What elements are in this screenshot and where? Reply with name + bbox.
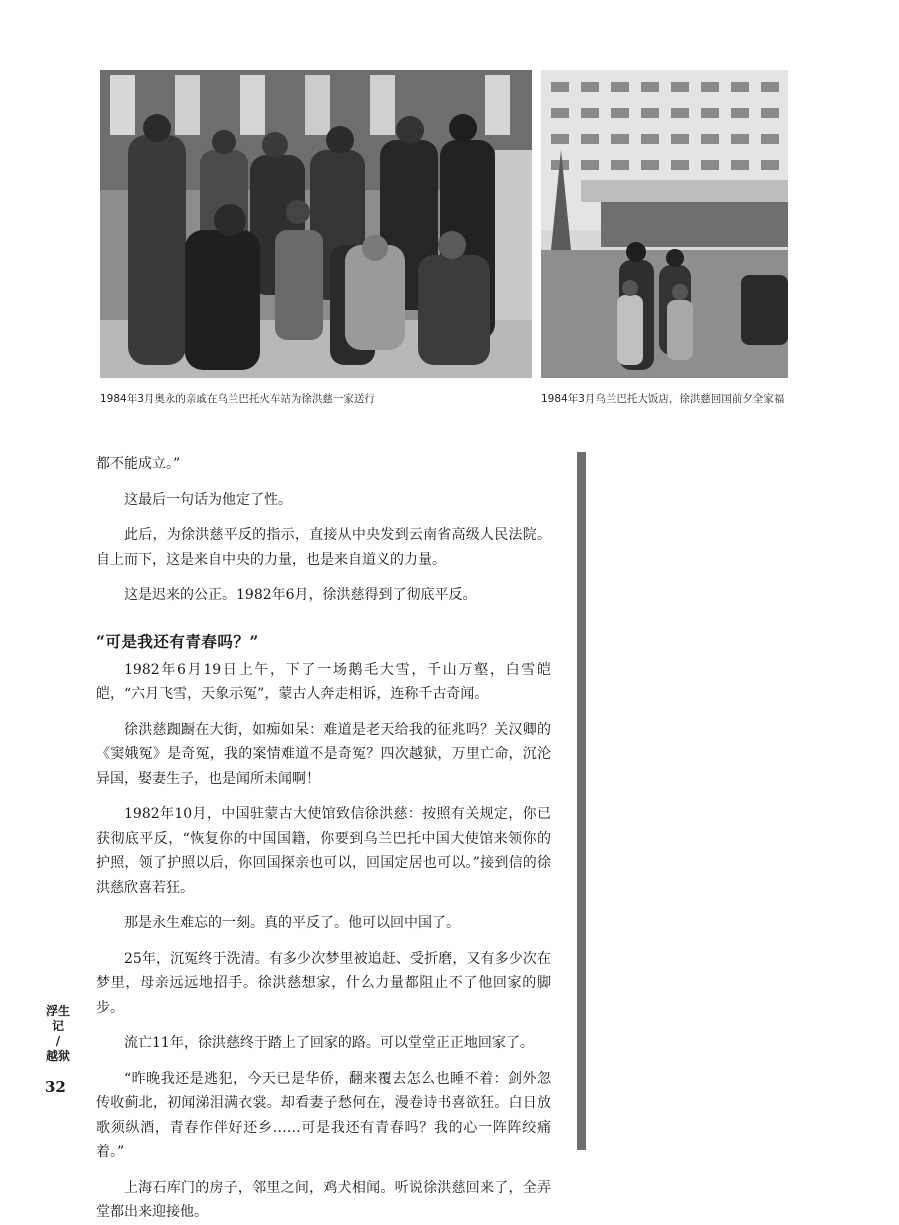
photo-caption-left: 1984年3月奥永的亲戚在乌兰巴托火车站为徐洪慈一家送行	[100, 393, 375, 405]
photo-hotel-image	[541, 70, 788, 378]
paragraph: 上海石库门的房子，邻里之间，鸡犬相闻。听说徐洪慈回来了，全弄堂都出来迎接他。	[96, 1179, 551, 1220]
paragraph: 1982年6月19日上午，下了一场鹅毛大雪，千山万壑，白雪皑皑，“六月飞雪，天象示冤”，蒙古人奔走相诉，连称千古奇闻。	[96, 661, 551, 702]
photo-railway-station-farewell	[100, 70, 532, 378]
paragraph: 这最后一句话为他定了性。	[124, 491, 292, 508]
photo-caption-right: 1984年3月乌兰巴托大饭店，徐洪慈回国前夕全家福	[541, 393, 785, 405]
sidebar-divider-bar	[577, 452, 586, 1150]
paragraph: 那是永生难忘的一刻。真的平反了。他可以回中国了。	[124, 915, 460, 931]
column-title-separator: /	[55, 1034, 61, 1048]
paragraph: 25年，沉冤终于洗清。有多少次梦里被追赶、受折磨，又有多少次在梦里，母亲远远地招手。徐洪慈想家，什么力量都阻止不了他回家的脚步。	[96, 950, 551, 1016]
section-heading: “可是我还有青春吗？”	[96, 631, 259, 651]
running-column-title	[46, 1004, 70, 1064]
paragraph: 这是迟来的公正。1982年6月，徐洪慈得到了彻底平反。	[124, 587, 477, 603]
paragraph: 都不能成立。”	[96, 456, 181, 472]
column-title-part-2: 越狱	[46, 1049, 71, 1063]
column-title-part-1: 浮生记	[46, 1004, 71, 1033]
paragraph: 此后，为徐洪慈平反的指示，直接从中央发到云南省高级人民法院。自上而下，这是来自中央的力量，也是来自道义的力量。	[96, 527, 551, 568]
photo-railway-station-image	[100, 70, 532, 378]
article-body	[96, 452, 551, 1225]
quote-paragraph: “昨晚我还是逃犯，今天已是华侨，翻来覆去怎么也睡不着：剑外忽传收蓟北，初闻涕泪满衣裳。却看妻子愁何在，漫卷诗书喜欲狂。白日放歌须纵酒，青春作伴好还乡……可是我还有青春吗？我的心一阵阵绞痛着。”	[96, 1070, 551, 1160]
paragraph: 徐洪慈踟蹰在大街，如痴如呆：难道是老天给我的征兆吗？关汉卿的《窦娥冤》是奇冤，我的案情难道不是奇冤？四次越狱，万里亡命，沉沦异国，娶妻生子，也是闻所未闻啊！	[96, 721, 551, 787]
paragraph: 流亡11年，徐洪慈终于踏上了回家的路。可以堂堂正正地回家了。	[124, 1035, 534, 1051]
photo-ulaanbaatar-hotel-family	[541, 70, 788, 378]
paragraph: 1982年10月，中国驻蒙古大使馆致信徐洪慈：按照有关规定，你已获彻底平反，“恢复你的中国国籍，你要到乌兰巴托中国大使馆来领你的护照，领了护照以后，你回国探亲也可以，回国定居也可以。”接到信的徐洪慈欣喜若狂。	[96, 806, 551, 896]
page-number: 32	[45, 1078, 66, 1096]
